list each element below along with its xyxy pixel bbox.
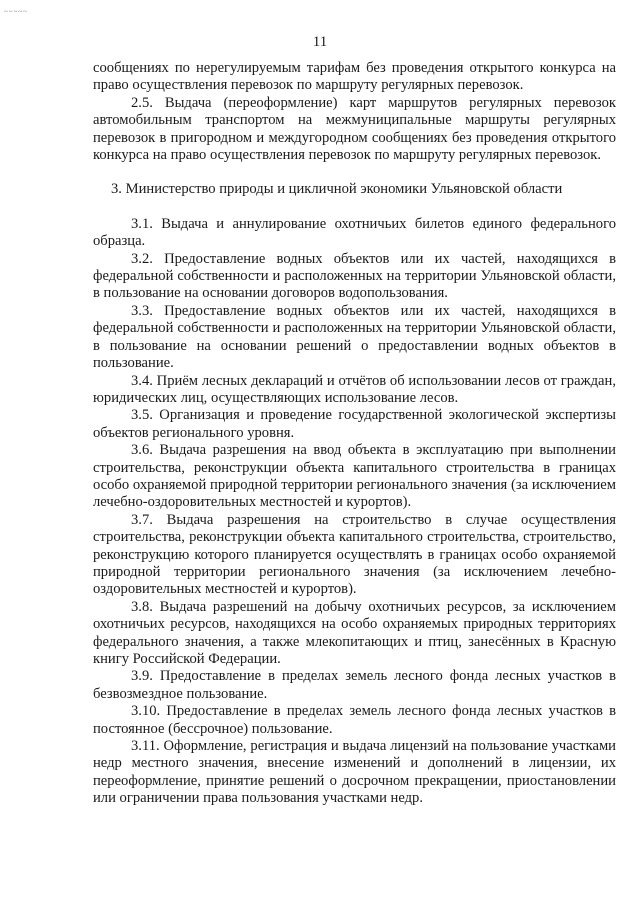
paragraph-3-10: 3.10. Предоставление в пределах земель лесного фонда лесных участков в постоянное (бессрочное) пользование. bbox=[93, 703, 616, 737]
page-number: 11 bbox=[312, 34, 328, 50]
section-3-heading: 3. Министерство природы и цикличной экономики Ульяновской области bbox=[111, 181, 563, 198]
paragraph-3-3: 3.3. Предоставление водных объектов или их частей, находящихся в федеральной собственности и расположенных на территории Ульяновской области, в пользование на основании решений о предоставлении водных объектов в пользование. bbox=[93, 302, 616, 372]
paragraph-3-7: 3.7. Выдача разрешения на строительство в случае осуществления строительства, реконструкции объекта капитального строительства, строительство, реконструкцию которого планируется осуществлять в границах особо охраняемой природной территории регионального значения (за исключением лечебно-оздоровительных местностей и курортов). bbox=[93, 511, 616, 598]
paragraph-3-1: 3.1. Выдача и аннулирование охотничьих билетов единого федерального образца. bbox=[93, 215, 616, 250]
paragraph-3-8: 3.8. Выдача разрешений на добычу охотничьих ресурсов, за исключением охотничьих ресурсов, находящихся на особо охраняемых природных территориях федерального значения, а также млекопитающих и птиц, занесённых в Красную книгу Российской Федерации. bbox=[93, 598, 616, 667]
paragraph-3-9: 3.9. Предоставление в пределах земель лесного фонда лесных участков в безвозмездное пользование. bbox=[93, 668, 616, 702]
continuation-paragraph: сообщениях по нерегулируемым тарифам без проведения открытого конкурса на право осуществления перевозок по маршруту регулярных перевозок. bbox=[93, 60, 616, 94]
paragraph-3-2: 3.2. Предоставление водных объектов или их частей, находящихся в федеральной собственности и расположенных на территории Ульяновской области, в пользование на основании договоров водопользования. bbox=[93, 250, 616, 302]
paragraph-3-11: 3.11. Оформление, регистрация и выдача лицензий на пользование участками недр местного значения, внесение изменений и дополнений в лицензии, их переоформление, принятие решений о досрочном прекращении, приостановлении или ограничении права пользования участками недр. bbox=[93, 738, 616, 807]
document-body bbox=[93, 60, 616, 808]
paragraph-2-5: 2.5. Выдача (переоформление) карт маршрутов регулярных перевозок автомобильным транспортом на межмуниципальные маршруты регулярных перевозок в пригородном и междугородном сообщениях без проведения открытого конкурса на право осуществления перевозок по маршруту регулярных перевозок. bbox=[93, 94, 616, 164]
corner-mark: ~~~~~ bbox=[4, 8, 28, 16]
paragraph-3-4: 3.4. Приём лесных деклараций и отчётов об использовании лесов от граждан, юридических лиц, осуществляющих использование лесов. bbox=[93, 372, 616, 406]
paragraph-3-6: 3.6. Выдача разрешения на ввод объекта в эксплуатацию при выполнении строительства, реконструкции объекта капитального строительства в границах особо охраняемой природной территории регионального значения (за исключением лечебно-оздоровительных местностей и курортов). bbox=[93, 442, 616, 511]
paragraph-3-5: 3.5. Организация и проведение государственной экологической экспертизы объектов регионального уровня. bbox=[93, 407, 616, 441]
